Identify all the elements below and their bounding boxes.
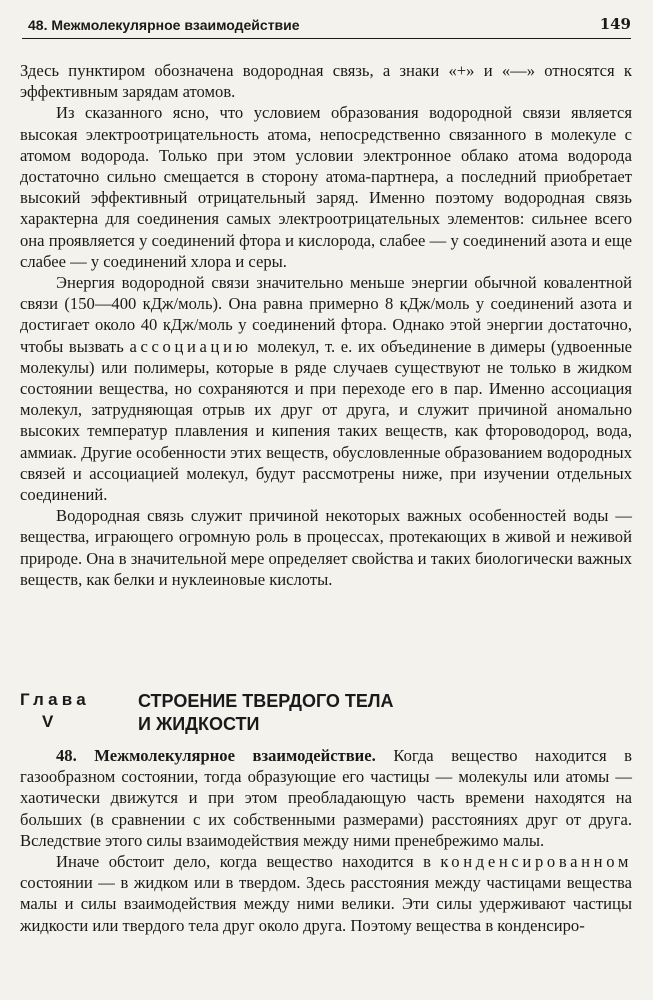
paragraph-3-part-a: Энергия водородной связи значительно меньше энергии обычной ковалентной связи (150—400 кДж/моль). Она равна примерно 8 кДж/моль у соединений азота и достигает около 40 кДж/моль у соединений фтора. Однако этой энергии достаточно, чтобы вызвать [20,273,632,356]
page-number: 149 [599,15,631,33]
section-paragraph-2 [20,851,632,936]
spaced-term-association: ассоциацию [129,336,252,356]
paragraph-3 [20,272,632,505]
section-heading: 48. Межмолекулярное взаимодействие. [56,746,376,765]
section-paragraph-1 [20,745,632,851]
chapter-label: Глава [20,690,90,709]
paragraph-3-part-b: молекул, т. е. их объединение в димеры (удвоенные молекулы) или полимеры, которые в ряде случаев существуют не только в жидком состоянии вещества, но сохраняются и при переходе его в пар. Именно ассоциация молекул, затрудняющая отрыв их друг от друга, и служит причиной аномально высоких температур плавления и кипения таких веществ, как фтороводород, вода, аммиак. Другие особенности этих веществ, обусловленные образованием водородных связей и ассоциацией молекул, будут рассмотрены ниже, при изучении отдельных соединений. [20,336,632,505]
main-text [20,60,632,590]
section-text [20,745,632,936]
paragraph-2: Из сказанного ясно, что условием образования водородной связи является высокая электроотрицательность атома, непосредственно связанного в молекуле с атомом водорода. Только при этом условии электронное облако атома водорода достаточно сильно смещается в сторону атома-партнера, а последний приобретает высокий эффективный отрицательный заряд. Именно поэтому водородная связь характерна для соединения самых электроотрицательных элементов: сильнее всего она проявляется у соединений фтора и кислорода, слабее — у соединений азота и еще слабее — у соединений хлора и серы. [20,103,632,271]
paragraph-4: Водородная связь служит причиной некоторых важных особенностей воды — вещества, играющего огромную роль в процессах, протекающих в живой и неживой природе. Она в значительной мере определяет свойства и таких биологически важных веществ, как белки и нуклеиновые кислоты. [20,506,632,589]
chapter-heading [20,690,632,738]
chapter-title [138,690,394,736]
running-head-title: 48. Межмолекулярное взаимодействие [28,17,300,33]
section-paragraph-2-part-b: состоянии — в жидком или в твердом. Здесь расстояния между частицами вещества малы и силы взаимодействия между ними велики. Эти силы удерживают частицы жидкости или твердого тела друг около друга. Поэтому вещества в конденсиро- [20,873,632,935]
chapter-title-line-2: И ЖИДКОСТИ [138,714,260,734]
chapter-title-line-1: СТРОЕНИЕ ТВЕРДОГО ТЕЛА [138,691,394,711]
section-paragraph-1-text: Когда вещество находится в газообразном состоянии, тогда образующие его частицы — молекулы или атомы — хаотически движутся и при этом преобладающую часть времени находятся на больших (в сравнении с их собственными размерами) расстояниях друг от друга. Вследствие этого силы взаимодействия между ними пренебрежимо малы. [20,746,632,850]
section-paragraph-2-part-a: Иначе обстоит дело, когда вещество находится в [56,852,441,872]
chapter-number: V [42,712,54,731]
paragraph-1: Здесь пунктиром обозначена водородная связь, а знаки «+» и «—» относятся к эффективным зарядам атомов. [20,61,632,102]
spaced-term-condensed: конденсированном [440,852,632,872]
running-head [22,14,631,39]
